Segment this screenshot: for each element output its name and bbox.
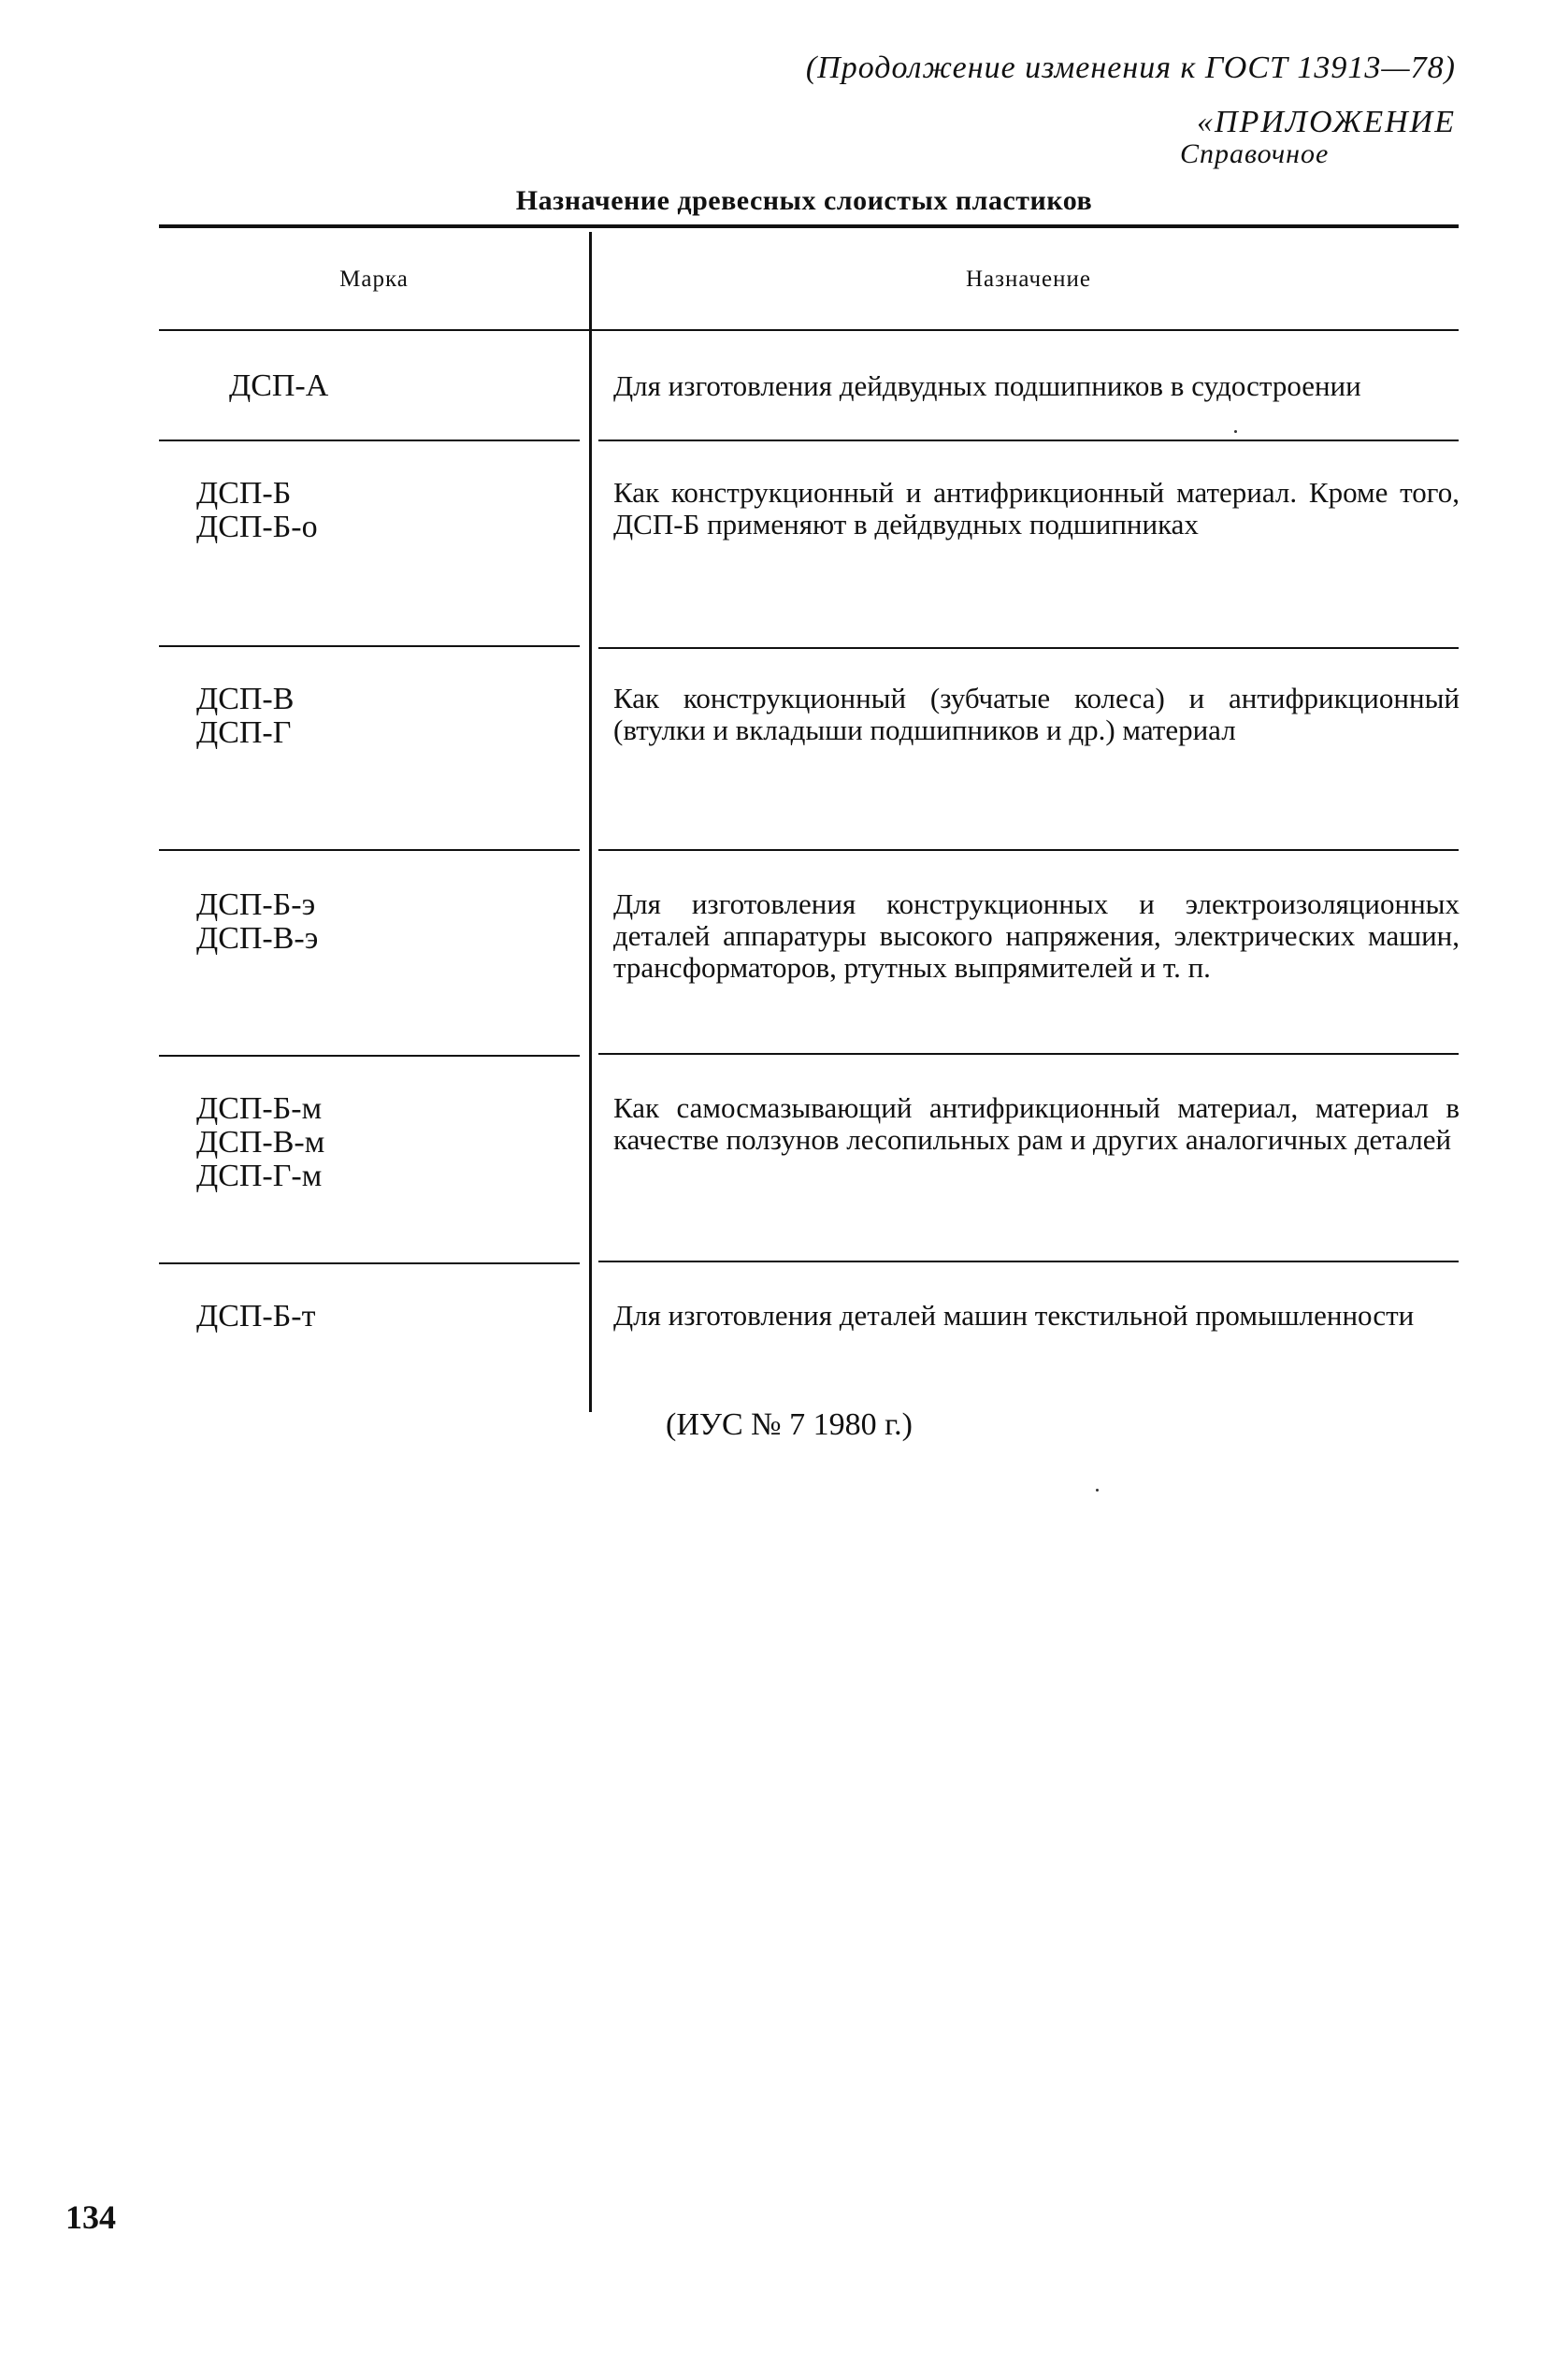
row-divider <box>159 1262 580 1264</box>
table-row-mark-cell <box>196 477 570 544</box>
table-row-mark-cell <box>196 888 570 956</box>
row-divider <box>159 645 580 647</box>
print-speck <box>1234 430 1237 433</box>
reference-note: Справочное <box>1180 138 1330 169</box>
table-header-rule <box>159 329 1459 331</box>
row-divider <box>598 647 1459 649</box>
column-header-purpose: Назначение <box>965 267 1092 292</box>
mark-label: ДСП-Г-м <box>196 1159 323 1193</box>
table-row-purpose-cell: Для изготовления конструкционных и электроизоляционных деталей аппаратуры высокого напряжения, электрических машин, трансформаторов, ртутных выпрямителей и т. п. <box>613 887 1460 984</box>
row-divider <box>598 849 1459 851</box>
mark-label: ДСП-В <box>196 682 295 716</box>
table-row-mark-cell <box>196 1092 570 1193</box>
continuation-note: (Продолжение изменения к ГОСТ 13913—78) <box>805 50 1456 85</box>
row-divider <box>159 440 580 441</box>
mark-label: ДСП-Б-э <box>196 887 316 922</box>
mark-label: ДСП-Б-м <box>196 1091 323 1126</box>
row-divider <box>598 1261 1459 1262</box>
table-top-rule <box>159 224 1459 228</box>
column-divider <box>589 232 592 1412</box>
mark-label: ДСП-Б <box>196 476 292 511</box>
table-row-purpose-cell: Как конструкционный (зубчатые колеса) и антифрикционный (втулки и вкладыши подшипников и др.) материал <box>613 682 1460 746</box>
column-header-mark: Марка <box>339 267 409 292</box>
mark-label: ДСП-Б-о <box>196 510 318 544</box>
ius-reference: (ИУС № 7 1980 г.) <box>666 1407 913 1442</box>
mark-label: ДСП-А <box>229 368 329 403</box>
page-number: 134 <box>65 2198 116 2236</box>
table-row-purpose-cell: Как конструкционный и антифрикционный материал. Кроме того, ДСП-Б применяют в дейдвудных подшипниках <box>613 476 1460 541</box>
mark-label: ДСП-Г <box>196 715 292 750</box>
row-divider <box>159 1055 580 1057</box>
table-row-purpose-cell: Для изготовления деталей машин текстильной промышленности <box>613 1299 1415 1332</box>
row-divider <box>598 1053 1459 1055</box>
table-row-purpose-cell: Для изготовления дейдвудных подшипников в судостроении <box>613 369 1361 402</box>
print-speck <box>1096 1489 1099 1492</box>
row-divider <box>159 849 580 851</box>
table-row-mark-cell <box>196 683 570 750</box>
mark-label: ДСП-В-м <box>196 1125 325 1160</box>
mark-label: ДСП-Б-т <box>196 1299 316 1333</box>
table-row-mark-cell <box>196 369 570 403</box>
appendix-title: «ПРИЛОЖЕНИЕ <box>1197 105 1456 139</box>
table-title: Назначение древесных слоистых пластиков <box>515 185 1093 216</box>
row-divider <box>598 440 1459 441</box>
table-row-purpose-cell: Как самосмазывающий антифрикционный материал, материал в качестве ползунов лесопильных рам и других аналогичных деталей <box>613 1091 1460 1156</box>
mark-label: ДСП-В-э <box>196 921 319 956</box>
table-row-mark-cell <box>196 1300 570 1333</box>
